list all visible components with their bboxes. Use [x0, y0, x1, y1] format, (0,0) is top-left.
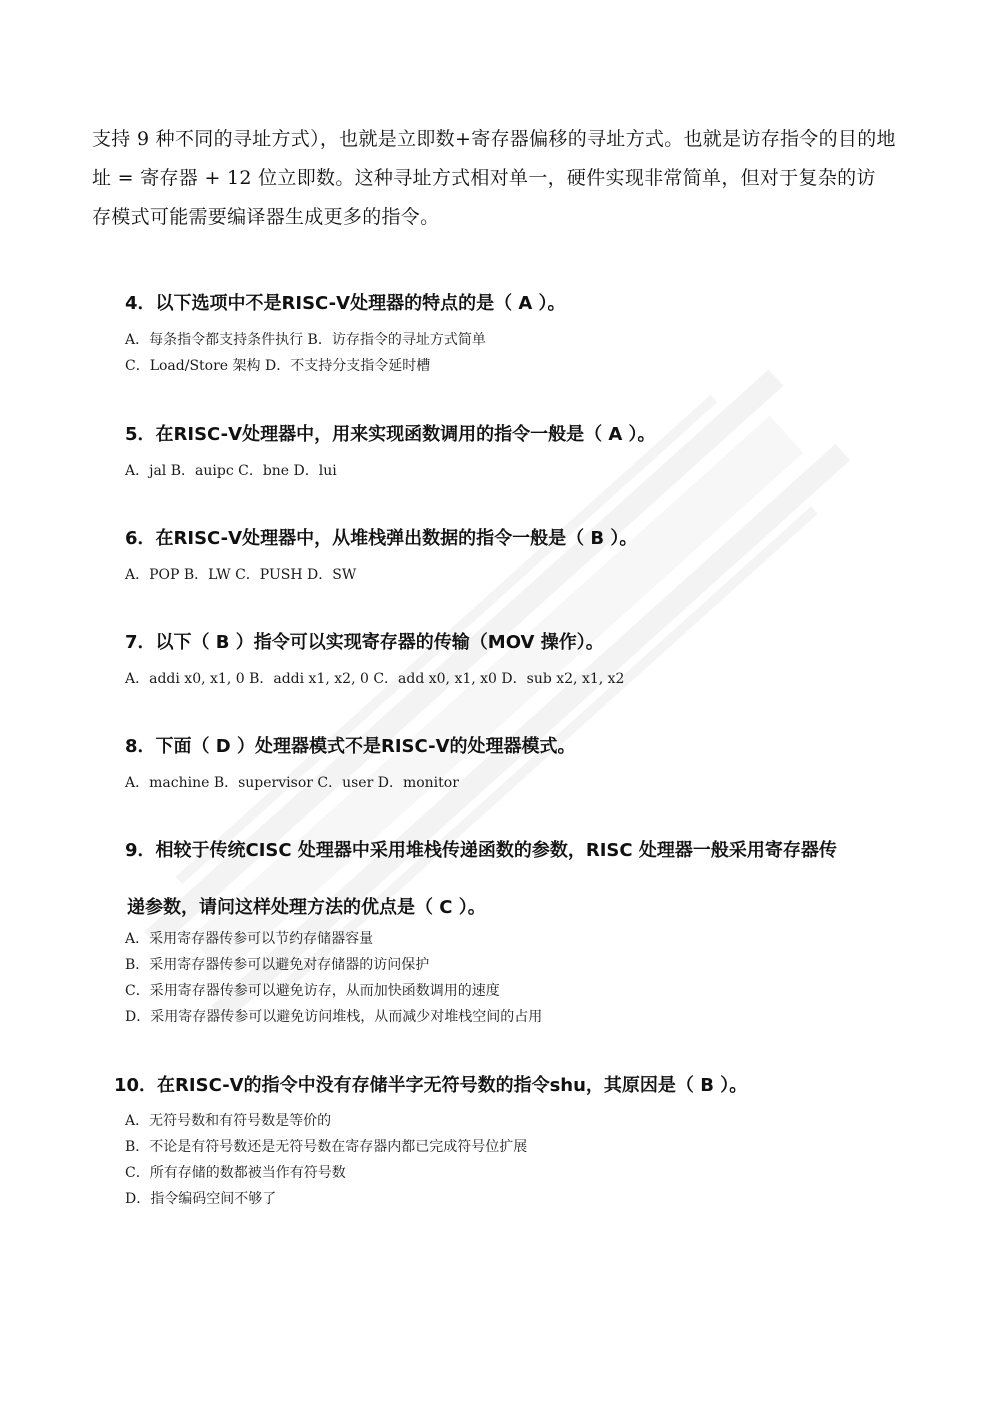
- intro-line: 支持 9 种不同的寻址方式），也就是立即数+寄存器偏移的寻址方式。也就是访存指令的目的地: [92, 128, 896, 150]
- question-4-stem: 4．以下选项中不是RISC-Ⅴ处理器的特点的是（ A ）。: [125, 293, 566, 314]
- intro-line: 址 = 寄存器 + 12 位立即数。这种寻址方式相对单一，硬件实现非常简单，但对于复杂的访: [92, 167, 876, 189]
- question-6-option: A．POP B．LW C．PUSH D．SW: [125, 567, 357, 583]
- question-9-option: B．采用寄存器传参可以避免对存储器的访问保护: [125, 957, 430, 973]
- question-4-option: A．每条指令都支持条件执行 B．访存指令的寻址方式简单: [125, 332, 486, 348]
- question-10-option: D．指令编码空间不够了: [125, 1191, 277, 1207]
- question-10-option: B．不论是有符号数还是无符号数在寄存器内都已完成符号位扩展: [125, 1139, 528, 1155]
- intro-line: 存模式可能需要编译器生成更多的指令。: [92, 206, 440, 228]
- question-8-option: A．machine B．supervisor C．user D．monitor: [125, 775, 459, 791]
- question-9-stem: [125, 836, 915, 919]
- question-5-option: A．jal B．auipc C．bne D．lui: [125, 463, 337, 479]
- question-10-option: A．无符号数和有符号数是等价的: [125, 1113, 332, 1129]
- question-5-stem: 5．在RISC-Ⅴ处理器中，用来实现函数调用的指令一般是（ A ）。: [125, 424, 656, 445]
- question-4-option: C．Load/Store 架构 D．不支持分支指令延时槽: [125, 358, 431, 374]
- intro-paragraph: [92, 120, 907, 237]
- question-9-stem-line-1: 9．相较于传统CISC 处理器中采用堆栈传递函数的参数，RISC 处理器一般采用寄存器传: [125, 840, 837, 861]
- question-6-stem: 6．在RISC-Ⅴ处理器中，从堆栈弹出数据的指令一般是（ B ）。: [125, 528, 638, 549]
- question-10-option: C．所有存储的数都被当作有符号数: [125, 1165, 346, 1181]
- question-9-option: A．采用寄存器传参可以节约存储器容量: [125, 931, 374, 947]
- question-7-stem: 7．以下（ B ）指令可以实现寄存器的传输（MOV 操作）。: [125, 632, 604, 653]
- question-10-stem: 10．在RISC-Ⅴ的指令中没有存储半字无符号数的指令shu，其原因是（ B ）。: [114, 1075, 748, 1096]
- question-9-stem-line-2: 递参数，请问这样处理方法的优点是（ C ）。: [127, 897, 486, 918]
- question-9-option: D．采用寄存器传参可以避免访问堆栈，从而减少对堆栈空间的占用: [125, 1009, 543, 1025]
- question-8-stem: 8．下面（ D ）处理器模式不是RISC-Ⅴ的处理器模式。: [125, 736, 576, 757]
- question-7-option: A．addi x0, x1, 0 B．addi x1, x2, 0 C．add x0, x1, x0 D．sub x2, x1, x2: [125, 671, 625, 687]
- question-9-option: C．采用寄存器传参可以避免访存，从而加快函数调用的速度: [125, 983, 500, 999]
